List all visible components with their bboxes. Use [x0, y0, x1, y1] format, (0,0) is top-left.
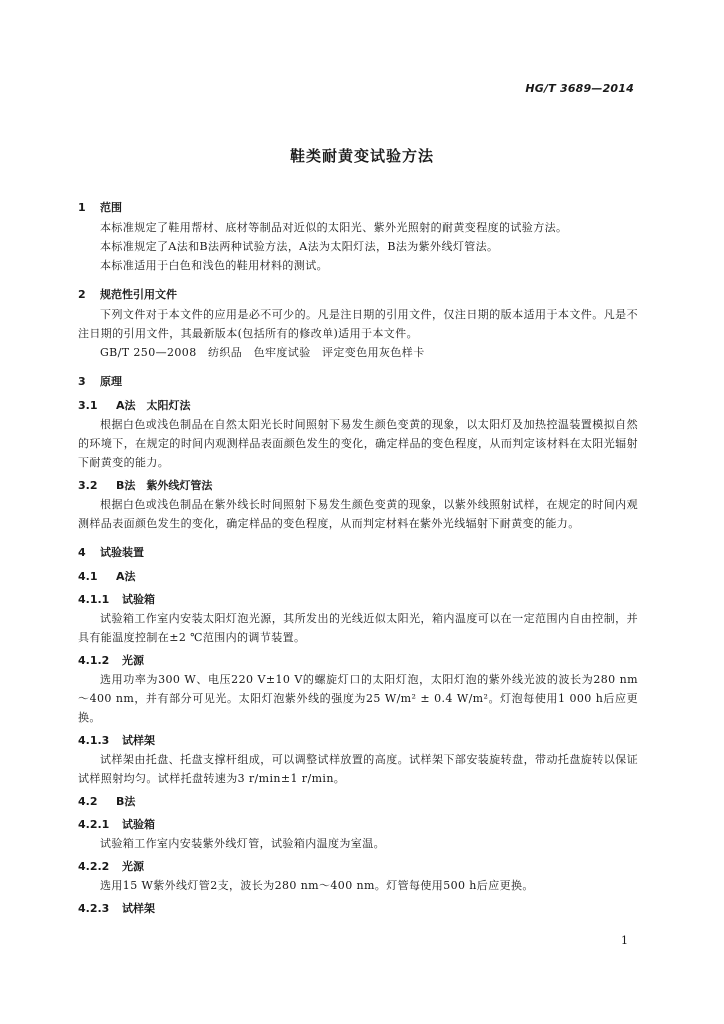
section-number: 2 — [78, 288, 86, 301]
document-body — [78, 198, 638, 918]
section-number: 4.1 — [78, 570, 98, 583]
section-4-1-2-heading — [78, 651, 638, 670]
section-4-2-heading — [78, 792, 638, 811]
section-4-1-1-heading — [78, 590, 638, 609]
paragraph: 选用15 W紫外线灯管2支，波长为280 nm～400 nm。灯管每使用500 h后应更换。 — [100, 879, 534, 892]
section-title: 原理 — [100, 375, 122, 388]
section-title: 试样架 — [122, 734, 155, 747]
section-title: B法 紫外线灯管法 — [116, 479, 213, 492]
section-4-heading — [78, 543, 638, 563]
paragraph: 试验箱工作室内安装紫外线灯管，试验箱内温度为室温。 — [100, 837, 385, 850]
section-number: 4.1.3 — [78, 734, 110, 747]
section-3-1-heading — [78, 396, 638, 415]
section-title: 规范性引用文件 — [100, 288, 177, 301]
section-title: A法 — [116, 570, 136, 583]
paragraph: 本标准规定了鞋用帮材、底材等制品对近似的太阳光、紫外光照射的耐黄变程度的试验方法。 — [100, 221, 568, 234]
section-title: 试样架 — [122, 902, 155, 915]
paragraph: 本标准规定了A法和B法两种试验方法，A法为太阳灯法，B法为紫外线灯管法。 — [100, 240, 499, 253]
section-4-2-1-heading — [78, 815, 638, 834]
paragraph: 试验箱工作室内安装太阳灯泡光源，其所发出的光线近似太阳光，箱内温度可以在一定范围内自由控制，并具有能温度控制在±2 ℃范围内的调节装置。 — [78, 612, 638, 644]
section-number: 4.1.2 — [78, 654, 110, 667]
paragraph: 根据白色或浅色制品在紫外线长时间照射下易发生颜色变黄的现象，以紫外线照射试样，在规定的时间内观测样品表面颜色发生的变化，确定样品的变色程度，从而判定材料在紫外光线辐射下耐黄变的能力。 — [78, 498, 638, 530]
referenced-standard: GB/T 250—2008 纺织品 色牢度试验 评定变色用灰色样卡 — [100, 346, 425, 359]
section-title: 试验装置 — [100, 546, 144, 559]
section-title: 光源 — [122, 860, 144, 873]
section-number: 3 — [78, 375, 86, 388]
section-title: A法 太阳灯法 — [116, 399, 191, 412]
section-number: 4.2.3 — [78, 902, 110, 915]
paragraph: 选用功率为300 W、电压220 V±10 V的螺旋灯口的太阳灯泡，太阳灯泡的紫外线光波的波长为280 nm～400 nm，并有部分可见光。太阳灯泡紫外线的强度为25 W/m² ± 0.4 W/m²。灯泡每使用1 000 h后应更换。 — [78, 673, 638, 724]
section-title: 试验箱 — [122, 818, 155, 831]
section-4-1-3-heading — [78, 731, 638, 750]
section-4-2-3-heading — [78, 899, 638, 918]
section-title: B法 — [116, 795, 136, 808]
section-number: 4.2.2 — [78, 860, 110, 873]
section-2-heading — [78, 285, 638, 305]
section-number: 4.2 — [78, 795, 98, 808]
section-number: 3.2 — [78, 479, 98, 492]
section-4-2-2-heading — [78, 857, 638, 876]
section-number: 1 — [78, 201, 86, 214]
page-number: 1 — [621, 934, 628, 947]
section-title: 试验箱 — [122, 593, 155, 606]
section-number: 3.1 — [78, 399, 98, 412]
section-3-2-heading — [78, 476, 638, 495]
section-4-1-heading — [78, 567, 638, 586]
section-1-heading — [78, 198, 638, 218]
paragraph: 根据白色或浅色制品在自然太阳光长时间照射下易发生颜色变黄的现象，以太阳灯及加热控温装置模拟自然的环境下，在规定的时间内观测样品表面颜色发生的变化，确定样品的变色程度，从而判定该材料在太阳光辐射下耐黄变的能力。 — [78, 418, 638, 469]
paragraph: 下列文件对于本文件的应用是必不可少的。凡是注日期的引用文件，仅注日期的版本适用于本文件。凡是不注日期的引用文件，其最新版本(包括所有的修改单)适用于本文件。 — [78, 308, 638, 340]
section-number: 4.2.1 — [78, 818, 110, 831]
standard-number: HG/T 3689—2014 — [525, 82, 634, 95]
section-title: 光源 — [122, 654, 144, 667]
section-number: 4.1.1 — [78, 593, 110, 606]
section-number: 4 — [78, 546, 86, 559]
section-title: 范围 — [100, 201, 122, 214]
paragraph: 本标准适用于白色和浅色的鞋用材料的测试。 — [100, 259, 328, 272]
section-3-heading — [78, 372, 638, 392]
document-title: 鞋类耐黄变试验方法 — [289, 147, 434, 165]
paragraph: 试样架由托盘、托盘支撑杆组成，可以调整试样放置的高度。试样架下部安装旋转盘，带动托盘旋转以保证试样照射均匀。试样托盘转速为3 r/min±1 r/min。 — [78, 753, 638, 785]
